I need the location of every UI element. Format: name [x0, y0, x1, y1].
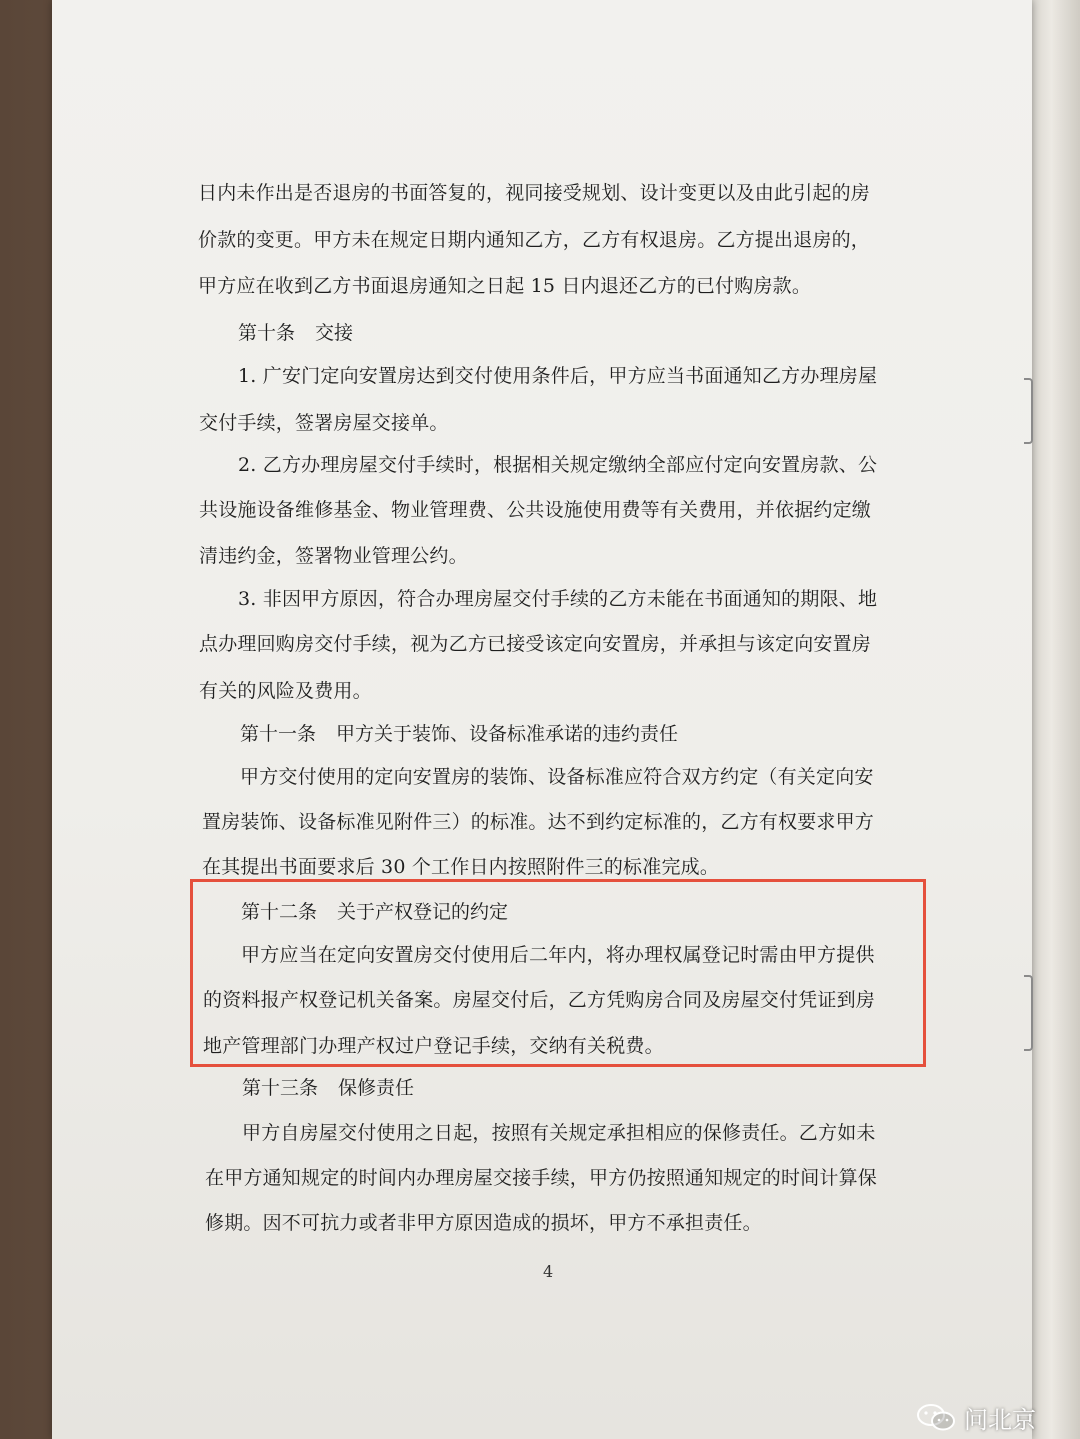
article-title: 交接: [315, 322, 354, 344]
paragraph-line: 日内未作出是否退房的书面答复的，视同接受规划、设计变更以及由此引起的房: [198, 182, 871, 204]
paragraph-line: 修期。因不可抗力或者非甲方原因造成的损坏，甲方不承担责任。: [205, 1212, 762, 1234]
paragraph-line: 有关的风险及费用。: [199, 680, 372, 702]
article-number: 第十二条: [241, 901, 318, 923]
paragraph-line: 甲方应在收到乙方书面退房通知之日起 15 日内退还乙方的已付购房款。: [198, 275, 812, 297]
article-number: 第十一条: [240, 723, 317, 745]
staple: [1024, 975, 1033, 1051]
wechat-icon: [916, 1403, 956, 1433]
paragraph-line: 甲方自房屋交付使用之日起，按照有关规定承担相应的保修责任。乙方如未: [242, 1122, 876, 1144]
paragraph-line: 甲方交付使用的定向安置房的装饰、设备标准应符合双方约定（有关定向安: [240, 766, 874, 788]
paragraph-line: 1. 广安门定向安置房达到交付使用条件后，甲方应当书面通知乙方办理房屋: [238, 365, 878, 387]
page-number: 4: [543, 1262, 554, 1281]
paragraph-line: 交付手续，签署房屋交接单。: [199, 412, 449, 434]
watermark: [916, 1400, 1036, 1435]
article-13-heading: [242, 1079, 414, 1098]
paragraph-line: 在甲方通知规定的时间内办理房屋交接手续，甲方仍按照通知规定的时间计算保: [205, 1167, 878, 1189]
article-11-heading: [240, 725, 678, 744]
staple: [1024, 378, 1033, 444]
paragraph-line: 置房装饰、设备标准见附件三）的标准。达不到约定标准的，乙方有权要求甲方: [202, 811, 875, 833]
paragraph-line: 在其提出书面要求后 30 个工作日内按照附件三的标准完成。: [202, 856, 720, 878]
paragraph-line: 价款的变更。甲方未在规定日期内通知乙方，乙方有权退房。乙方提出退房的，: [198, 229, 871, 251]
article-number: 第十条: [238, 322, 296, 344]
paragraph-line: 共设施设备维修基金、物业管理费、公共设施使用费等有关费用，并依据约定缴: [199, 499, 872, 521]
paragraph-line: 点办理回购房交付手续，视为乙方已接受该定向安置房，并承担与该定向安置房: [199, 633, 872, 655]
paragraph-line: 2. 乙方办理房屋交付手续时，根据相关规定缴纳全部应付定向安置房款、公: [238, 454, 878, 476]
article-title: 保修责任: [338, 1077, 415, 1099]
paragraph-line: 地产管理部门办理产权过户登记手续，交纳有关税费。: [203, 1035, 664, 1057]
paragraph-line: 清违约金，签署物业管理公约。: [199, 545, 468, 567]
article-title: 甲方关于装饰、设备标准承诺的违约责任: [336, 723, 679, 745]
paragraph-line: 甲方应当在定向安置房交付使用后二年内，将办理权属登记时需由甲方提供: [241, 944, 875, 966]
watermark-text: 问北京: [964, 1406, 1036, 1434]
article-12-heading: [241, 903, 508, 922]
paragraph-line: 3. 非因甲方原因，符合办理房屋交付手续的乙方未能在书面通知的期限、地: [238, 588, 878, 610]
article-title: 关于产权登记的约定: [337, 901, 509, 923]
next-page-edge: [1032, 0, 1080, 1439]
article-10-heading: [238, 324, 353, 343]
paragraph-line: 的资料报产权登记机关备案。房屋交付后，乙方凭购房合同及房屋交付凭证到房: [203, 989, 876, 1011]
article-number: 第十三条: [242, 1077, 319, 1099]
